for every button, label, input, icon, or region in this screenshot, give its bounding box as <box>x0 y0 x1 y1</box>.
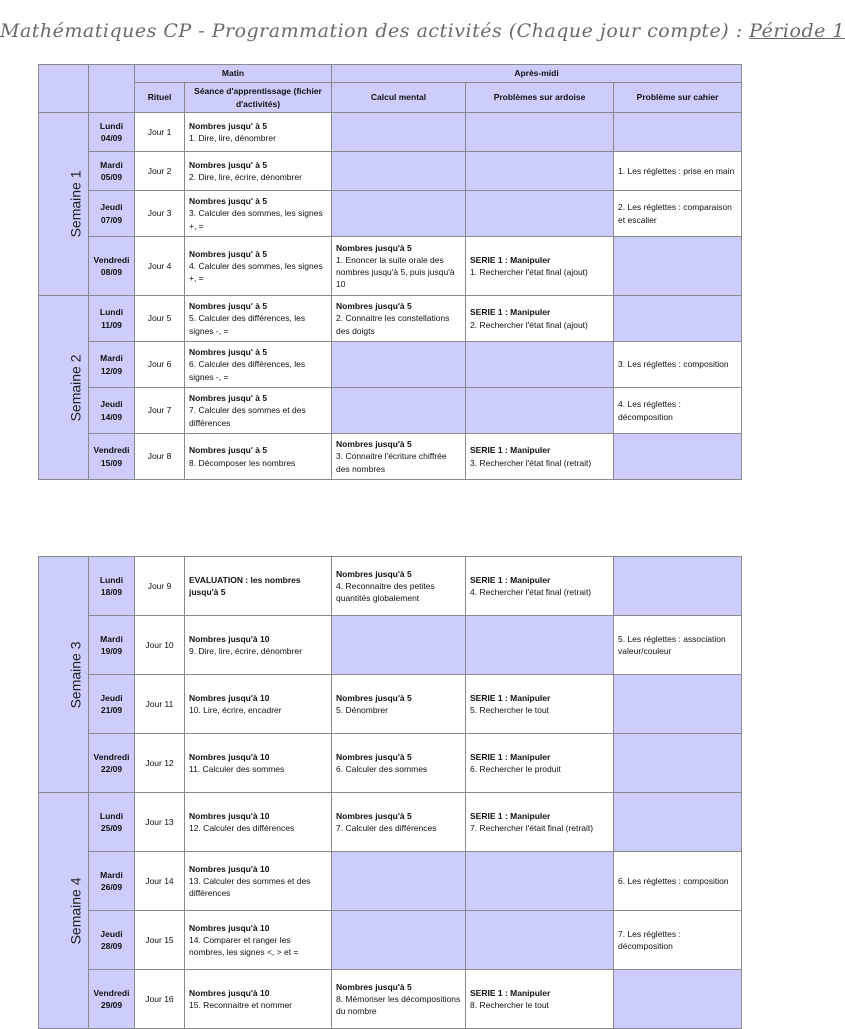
table-row <box>39 191 742 237</box>
day-date: 14/09 <box>100 411 123 422</box>
day-cell <box>89 296 135 342</box>
header-problemes-ardoise: Problèmes sur ardoise <box>466 83 614 113</box>
cell-text: 4. Calculer des sommes, les signes +, = <box>189 260 323 284</box>
calcul-mental-cell <box>332 557 466 616</box>
cell-title: SERIE 1 : Manipuler <box>470 574 551 585</box>
day-cell <box>89 616 135 675</box>
day-date: 26/09 <box>100 882 123 892</box>
day-name: Vendredi <box>93 445 130 456</box>
cell-text: 8. Décomposer les nombres <box>189 457 296 468</box>
probleme-cahier-cell <box>614 616 742 675</box>
probleme-cahier-cell <box>614 152 742 191</box>
cell-text: 2. Les réglettes : comparaison et escalier <box>618 202 732 225</box>
cell-title: Nombres jusqu' à 5 <box>189 196 268 207</box>
probleme-cahier-cell <box>614 237 742 296</box>
day-cell <box>89 793 135 852</box>
rituel-cell: Jour 4 <box>135 237 185 296</box>
cell-title: Nombres jusqu'à 5 <box>336 692 412 703</box>
day-date: 05/09 <box>100 172 123 182</box>
calcul-mental-cell <box>332 296 466 342</box>
table-row <box>39 852 742 911</box>
cell-title: Nombres jusqu'à 5 <box>336 810 412 821</box>
seance-cell <box>185 342 332 388</box>
seance-cell <box>185 911 332 970</box>
cell-title: Nombres jusqu'à 10 <box>189 633 270 644</box>
cell-title: Nombres jusqu'à 10 <box>189 810 270 821</box>
probleme-ardoise-cell <box>466 852 614 911</box>
probleme-ardoise-cell <box>466 152 614 191</box>
calcul-mental-cell <box>332 237 466 296</box>
seance-cell <box>185 557 332 616</box>
seance-cell <box>185 191 332 237</box>
header-calcul-mental: Calcul mental <box>332 83 466 113</box>
probleme-ardoise-cell <box>466 113 614 152</box>
table-row <box>39 434 742 480</box>
table-row <box>39 113 742 152</box>
cell-text: 13. Calculer des sommes et des différences <box>189 875 311 899</box>
cell-text: 9. Dire, lire, écrire, dénombrer <box>189 646 302 656</box>
cell-text: 1. Les réglettes : prise en main <box>618 165 735 176</box>
cell-text: 4. Les réglettes : décomposition <box>618 399 681 422</box>
probleme-cahier-cell <box>614 793 742 852</box>
day-name: Mardi <box>100 869 123 880</box>
probleme-ardoise-cell <box>466 296 614 342</box>
probleme-ardoise-cell <box>466 793 614 852</box>
rituel-cell: Jour 6 <box>135 342 185 388</box>
day-name: Lundi <box>99 574 124 585</box>
probleme-cahier-cell <box>614 113 742 152</box>
probleme-cahier-cell <box>614 434 742 480</box>
cell-title: Nombres jusqu' à 5 <box>189 445 268 456</box>
cell-text: 5. Les réglettes : association valeur/couleur <box>618 633 726 656</box>
cell-title: Nombres jusqu'à 5 <box>336 568 412 579</box>
day-name: Jeudi <box>100 692 123 703</box>
day-cell <box>89 557 135 616</box>
day-date: 28/09 <box>100 941 123 951</box>
probleme-cahier-cell <box>614 557 742 616</box>
header-probleme-cahier: Problème sur cahier <box>614 83 742 113</box>
day-date: 22/09 <box>100 764 123 774</box>
rituel-cell: Jour 11 <box>135 675 185 734</box>
header-rituel: Rituel <box>135 83 185 113</box>
day-cell <box>89 734 135 793</box>
cell-title: Nombres jusqu'à 10 <box>189 863 270 874</box>
seance-cell <box>185 793 332 852</box>
cell-text: 10. Lire, écrire, encadrer <box>189 705 282 715</box>
day-date: 04/09 <box>100 133 123 143</box>
day-cell <box>89 675 135 734</box>
cell-text: 7. Calculer des différences <box>336 823 437 833</box>
day-date: 29/09 <box>100 1000 123 1010</box>
cell-text: 7. Les réglettes : décomposition <box>618 928 681 951</box>
cell-text: 8. Rechercher le tout <box>470 1000 549 1010</box>
day-date: 19/09 <box>100 646 123 656</box>
week-label <box>39 113 89 296</box>
probleme-cahier-cell <box>614 388 742 434</box>
day-name: Jeudi <box>100 928 123 939</box>
rituel-cell: Jour 5 <box>135 296 185 342</box>
cell-title: EVALUATION : les nombres jusqu'à 5 <box>189 574 301 597</box>
table-row <box>39 237 742 296</box>
calcul-mental-cell <box>332 616 466 675</box>
probleme-ardoise-cell <box>466 388 614 434</box>
probleme-ardoise-cell <box>466 911 614 970</box>
seance-cell <box>185 734 332 793</box>
cell-text: 5. Dénombrer <box>336 705 388 715</box>
cell-title: Nombres jusqu' à 5 <box>189 159 268 170</box>
table-row <box>39 675 742 734</box>
cell-text: 4. Rechercher l'état final (retrait) <box>470 587 592 597</box>
probleme-cahier-cell <box>614 342 742 388</box>
cell-text: 2. Dire, lire, écrire, dénombrer <box>189 172 302 182</box>
periode-label: Période 1 <box>749 20 845 42</box>
table-row <box>39 616 742 675</box>
cell-title: SERIE 1 : Manipuler <box>470 751 551 762</box>
rituel-cell: Jour 15 <box>135 911 185 970</box>
seance-cell <box>185 434 332 480</box>
cell-text: 14. Comparer et ranger les nombres, les signes <, > et = <box>189 934 299 958</box>
table-row <box>39 911 742 970</box>
cell-title: Nombres jusqu' à 5 <box>189 301 268 312</box>
day-name: Mardi <box>100 159 123 170</box>
seance-cell <box>185 970 332 1029</box>
rituel-cell: Jour 10 <box>135 616 185 675</box>
probleme-ardoise-cell <box>466 237 614 296</box>
seance-cell <box>185 388 332 434</box>
day-name: Mardi <box>100 353 123 364</box>
day-cell <box>89 113 135 152</box>
day-name: Mardi <box>100 633 123 644</box>
cell-title: SERIE 1 : Manipuler <box>470 254 551 265</box>
day-name: Lundi <box>99 307 124 318</box>
probleme-cahier-cell <box>614 911 742 970</box>
cell-title: Nombres jusqu'à 10 <box>189 692 270 703</box>
calcul-mental-cell <box>332 911 466 970</box>
cell-text: 6. Calculer des différences, les signes -, = <box>189 359 306 382</box>
cell-text: 12. Calculer des différences <box>189 823 295 833</box>
day-name: Lundi <box>99 810 124 821</box>
week-label <box>39 296 89 480</box>
cell-title: Nombres jusqu'à 5 <box>336 242 412 253</box>
cell-text: 2. Rechercher l'état final (ajout) <box>470 319 588 330</box>
calcul-mental-cell <box>332 388 466 434</box>
table-row <box>39 296 742 342</box>
day-date: 11/09 <box>101 319 122 330</box>
rituel-cell: Jour 14 <box>135 852 185 911</box>
calcul-mental-cell <box>332 152 466 191</box>
cell-title: Nombres jusqu'à 10 <box>189 751 270 762</box>
title-text: Mathématiques CP - Programmation des activités (Chaque jour compte) : <box>0 20 743 42</box>
cell-text: 6. Rechercher le produit <box>470 764 561 774</box>
cell-text: 1. Rechercher l'état final (ajout) <box>470 267 588 277</box>
calcul-mental-cell <box>332 191 466 237</box>
rituel-cell: Jour 1 <box>135 113 185 152</box>
table-row <box>39 342 742 388</box>
probleme-ardoise-cell <box>466 191 614 237</box>
probleme-cahier-cell <box>614 191 742 237</box>
week-label-text: Semaine 3 <box>67 641 84 708</box>
cell-text: 8. Mémoriser les décompositions du nombre <box>336 993 461 1017</box>
cell-title: Nombres jusqu' à 5 <box>189 120 268 131</box>
calcul-mental-cell <box>332 434 466 480</box>
header-empty-cell <box>39 65 89 113</box>
header-apres-midi: Après-midi <box>332 65 742 83</box>
day-name: Jeudi <box>100 399 123 410</box>
table-row <box>39 970 742 1029</box>
header-matin: Matin <box>135 65 332 83</box>
page-title <box>0 20 845 42</box>
day-cell <box>89 434 135 480</box>
cell-text: 6. Les réglettes : composition <box>618 875 729 886</box>
rituel-cell: Jour 16 <box>135 970 185 1029</box>
cell-text: 3. Rechercher l'état final (retrait) <box>470 457 592 468</box>
day-cell <box>89 388 135 434</box>
probleme-ardoise-cell <box>466 734 614 793</box>
cell-title: Nombres jusqu'à 5 <box>336 981 412 992</box>
cell-text: 5. Calculer des différences, les signes -, = <box>189 313 306 336</box>
day-cell <box>89 911 135 970</box>
calcul-mental-cell <box>332 793 466 852</box>
cell-title: SERIE 1 : Manipuler <box>470 692 551 703</box>
cell-text: 5. Rechercher le tout <box>470 705 549 715</box>
cell-text: 15. Reconnaitre et nommer <box>189 1000 292 1010</box>
day-date: 25/09 <box>100 823 123 833</box>
probleme-cahier-cell <box>614 852 742 911</box>
cell-title: SERIE 1 : Manipuler <box>470 445 551 456</box>
day-cell <box>89 970 135 1029</box>
table-row <box>39 793 742 852</box>
seance-cell <box>185 296 332 342</box>
probleme-ardoise-cell <box>466 675 614 734</box>
cell-title: Nombres jusqu'à 10 <box>189 987 270 998</box>
seance-cell <box>185 675 332 734</box>
cell-title: SERIE 1 : Manipuler <box>470 307 551 318</box>
header-empty-cell <box>89 65 135 113</box>
week-label-text: Semaine 1 <box>67 170 84 238</box>
table-row <box>39 388 742 434</box>
cell-title: Nombres jusqu' à 5 <box>189 347 268 358</box>
cell-text: 7. Rechercher l'était final (retrait) <box>470 823 594 833</box>
calcul-mental-cell <box>332 113 466 152</box>
probleme-cahier-cell <box>614 296 742 342</box>
probleme-ardoise-cell <box>466 616 614 675</box>
cell-text: 7. Calculer des sommes et des différences <box>189 405 306 428</box>
seance-cell <box>185 616 332 675</box>
cell-text: 2. Connaitre les constellations des doigts <box>336 313 450 336</box>
day-name: Vendredi <box>93 254 130 265</box>
cell-text: 11. Calculer des sommes <box>189 764 285 774</box>
week-label <box>39 557 89 793</box>
probleme-ardoise-cell <box>466 434 614 480</box>
seance-cell <box>185 152 332 191</box>
cell-title: Nombres jusqu'à 10 <box>189 922 270 933</box>
day-date: 12/09 <box>100 365 123 376</box>
seance-cell <box>185 113 332 152</box>
day-cell <box>89 237 135 296</box>
programmation-table-2 <box>38 556 742 1029</box>
day-name: Lundi <box>99 120 124 131</box>
calcul-mental-cell <box>332 852 466 911</box>
cell-text: 1. Enoncer la suite orale des nombres jusqu'à 5, puis jusqu'à 10 <box>336 254 455 290</box>
calcul-mental-cell <box>332 675 466 734</box>
cell-title: Nombres jusqu'à 5 <box>336 301 412 312</box>
seance-cell <box>185 852 332 911</box>
rituel-cell: Jour 13 <box>135 793 185 852</box>
cell-text: 3. Connaitre l'écriture chiffrée des nombres <box>336 451 447 474</box>
cell-text: 3. Calculer des sommes, les signes +, = <box>189 208 323 231</box>
cell-text: 4. Reconnaitre des petites quantités globalement <box>336 580 435 604</box>
table-row <box>39 152 742 191</box>
day-cell <box>89 852 135 911</box>
probleme-ardoise-cell <box>466 342 614 388</box>
day-date: 07/09 <box>100 214 123 225</box>
seance-cell <box>185 237 332 296</box>
cell-text: 3. Les réglettes : composition <box>618 359 729 370</box>
probleme-ardoise-cell <box>466 557 614 616</box>
week-label-text: Semaine 2 <box>67 354 84 421</box>
cell-title: Nombres jusqu'à 5 <box>336 751 412 762</box>
week-label-text: Semaine 4 <box>67 877 84 944</box>
day-cell <box>89 152 135 191</box>
header-seance: Séance d'apprentissage (fichier d'activités) <box>185 83 332 113</box>
day-date: 08/09 <box>100 267 123 277</box>
day-cell <box>89 191 135 237</box>
probleme-ardoise-cell <box>466 970 614 1029</box>
cell-title: Nombres jusqu'à 5 <box>336 439 412 450</box>
day-date: 18/09 <box>100 587 123 597</box>
week-label <box>39 793 89 1029</box>
probleme-cahier-cell <box>614 675 742 734</box>
cell-text: 1. Dire, lire, dénombrer <box>189 133 276 143</box>
day-cell <box>89 342 135 388</box>
calcul-mental-cell <box>332 734 466 793</box>
probleme-cahier-cell <box>614 734 742 793</box>
day-name: Vendredi <box>93 987 130 998</box>
probleme-cahier-cell <box>614 970 742 1029</box>
table-row <box>39 734 742 793</box>
day-name: Vendredi <box>93 751 130 762</box>
cell-title: Nombres jusqu' à 5 <box>189 393 268 404</box>
cell-title: SERIE 1 : Manipuler <box>470 987 551 998</box>
calcul-mental-cell <box>332 342 466 388</box>
day-date: 15/09 <box>100 457 123 468</box>
programmation-table-1 <box>38 64 742 480</box>
rituel-cell: Jour 3 <box>135 191 185 237</box>
calcul-mental-cell <box>332 970 466 1029</box>
table-row <box>39 557 742 616</box>
rituel-cell: Jour 2 <box>135 152 185 191</box>
rituel-cell: Jour 7 <box>135 388 185 434</box>
cell-text: 6. Calculer des sommes <box>336 764 428 774</box>
day-date: 21/09 <box>100 705 123 715</box>
rituel-cell: Jour 8 <box>135 434 185 480</box>
cell-title: Nombres jusqu' à 5 <box>189 248 268 259</box>
rituel-cell: Jour 9 <box>135 557 185 616</box>
rituel-cell: Jour 12 <box>135 734 185 793</box>
day-name: Jeudi <box>100 202 123 213</box>
cell-title: SERIE 1 : Manipuler <box>470 810 551 821</box>
